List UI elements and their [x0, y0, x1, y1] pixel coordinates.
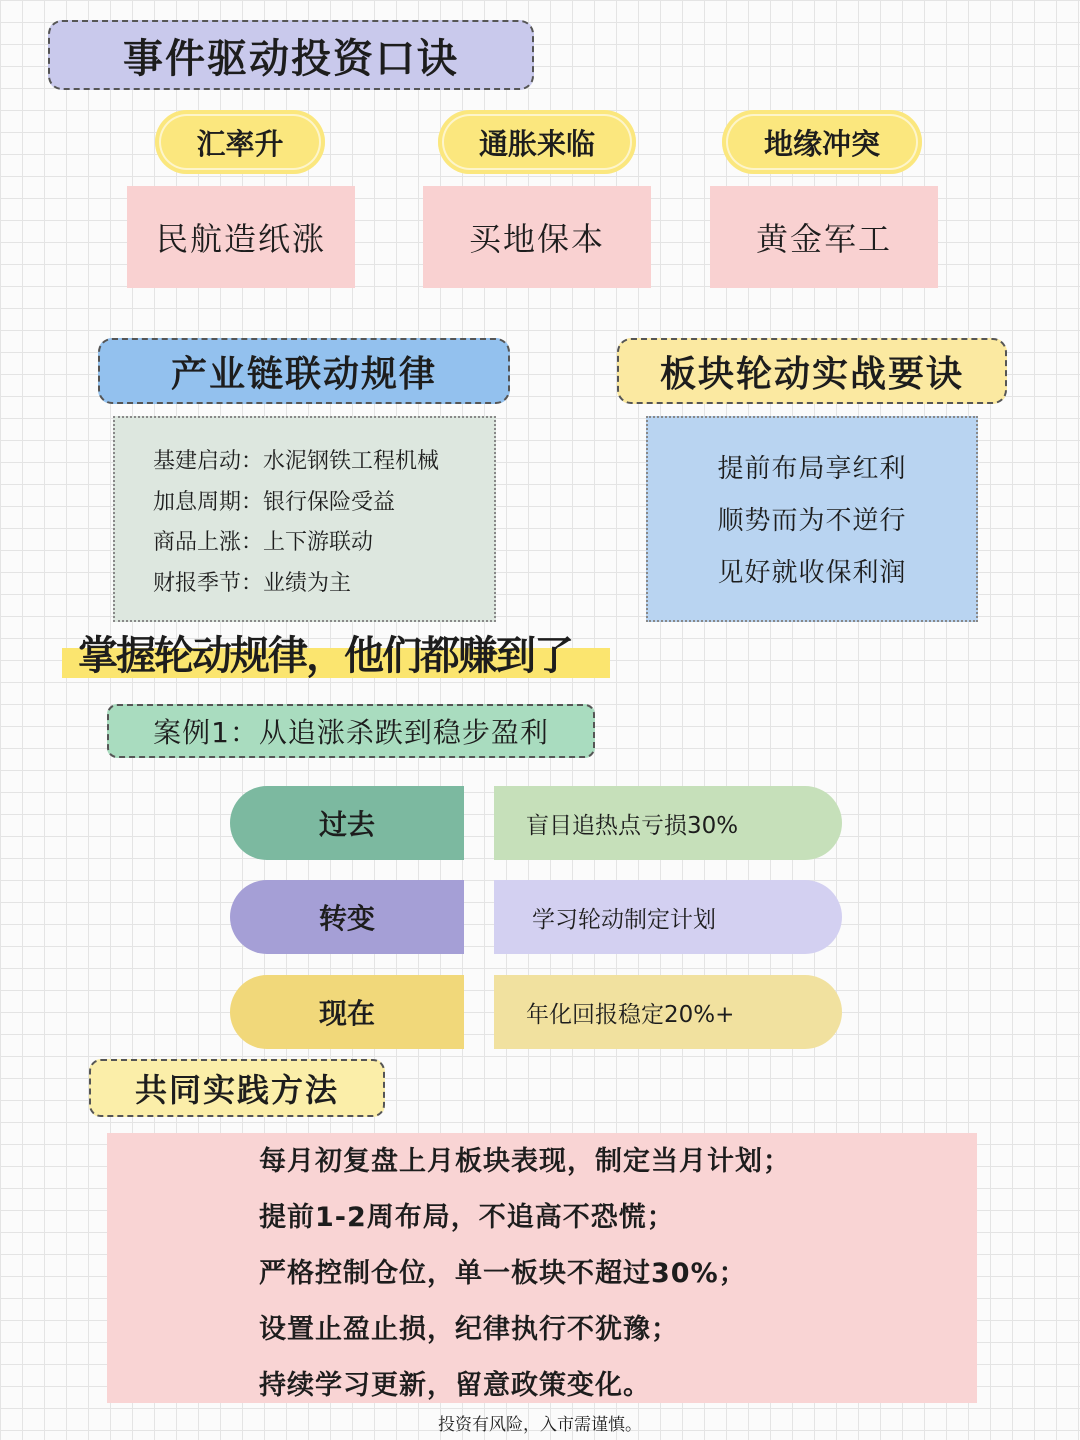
chain-rule: 财报季节：业绩为主	[153, 570, 352, 596]
stage-label-now: 现在	[230, 975, 464, 1049]
headline: 掌握轮动规律，他们都赚到了	[78, 632, 572, 679]
stage-label-change: 转变	[230, 880, 464, 954]
chain-rules-box	[113, 416, 496, 622]
case-title: 案例1：从追涨杀跌到稳步盈利	[107, 704, 595, 758]
rule-action-geopolitics: 黄金军工	[710, 186, 938, 288]
practice-item: 设置止盈止损，纪律执行不犹豫；	[259, 1314, 679, 1345]
rule-action-fx: 民航造纸涨	[127, 186, 355, 288]
stage-desc-change: 学习轮动制定计划	[494, 880, 842, 954]
practice-list	[107, 1133, 977, 1403]
chain-rule: 商品上涨：上下游联动	[153, 530, 374, 555]
practice-item: 每月初复盘上月板块表现，制定当月计划；	[259, 1146, 791, 1177]
stage-label-past: 过去	[230, 786, 464, 860]
rule-action-inflation: 买地保本	[423, 186, 651, 288]
practice-item: 持续学习更新，留意政策变化。	[259, 1370, 651, 1401]
rotation-tip: 顺势而为不逆行	[717, 506, 907, 536]
rotation-section-title: 板块轮动实战要诀	[617, 338, 1007, 404]
chain-section-title: 产业链联动规律	[98, 338, 510, 404]
stage-desc-past: 盲目追热点亏损30%	[494, 786, 842, 860]
practice-item: 严格控制仓位，单一板块不超过30%；	[259, 1258, 747, 1289]
rotation-tip: 见好就收保利润	[717, 558, 907, 588]
practice-item: 提前1-2周布局，不追高不恐慌；	[259, 1202, 675, 1233]
chain-rule: 加息周期：银行保险受益	[153, 489, 396, 515]
rotation-tip: 提前布局享红利	[717, 454, 907, 484]
rule-trigger-geopolitics: 地缘冲突	[722, 110, 922, 174]
page-title: 事件驱动投资口诀	[48, 20, 534, 90]
chain-rule: 基建启动：水泥钢铁工程机械	[153, 449, 440, 474]
stage-desc-now: 年化回报稳定20%+	[494, 975, 842, 1049]
practice-section-title: 共同实践方法	[89, 1059, 385, 1117]
rule-trigger-inflation: 通胀来临	[438, 110, 636, 174]
rotation-tips-box	[646, 416, 978, 622]
disclaimer: 投资有风险，入市需谨慎。	[438, 1415, 642, 1435]
rule-trigger-fx: 汇率升	[155, 110, 325, 174]
